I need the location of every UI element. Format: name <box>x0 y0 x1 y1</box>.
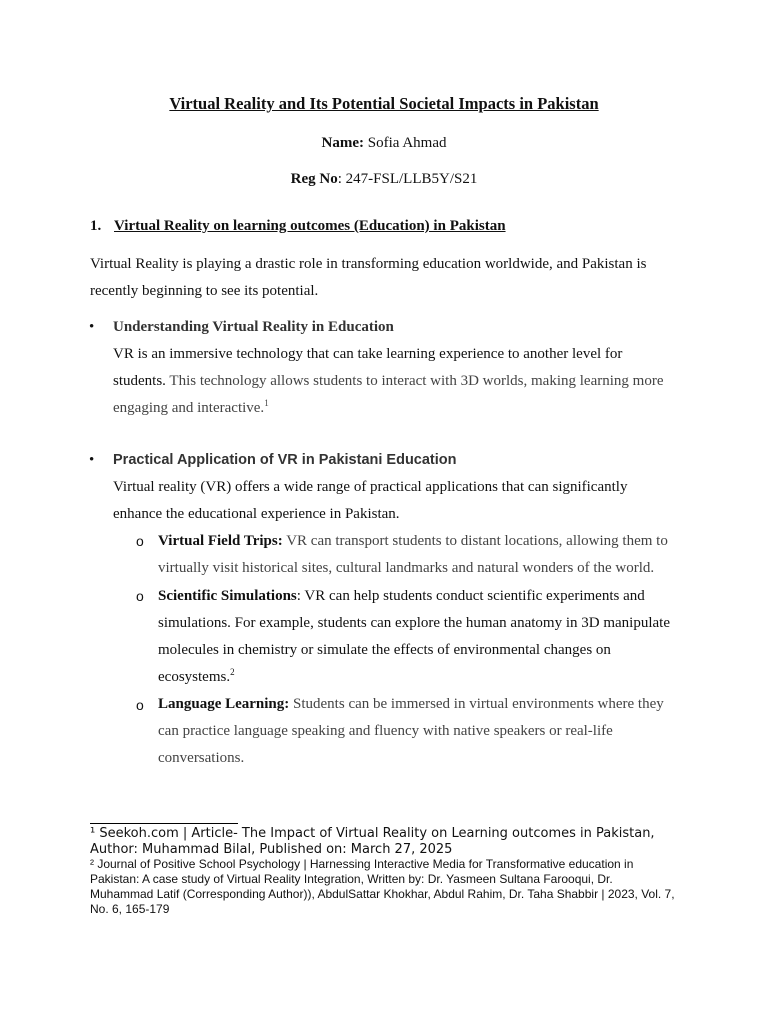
section-intro <box>90 251 646 305</box>
bullet-1-body <box>113 341 663 422</box>
section-heading-text: Virtual Reality on learning outcomes (Education) in Pakistan <box>114 218 506 234</box>
footnote-separator <box>90 823 238 824</box>
footnote-line: ¹ Seekoh.com | Article- The Impact of Virtual Reality on Learning outcomes in Pakistan, <box>90 826 655 841</box>
sub-item-text: VR can transport students to distant locations, allowing them to <box>282 533 668 549</box>
sub-item-line: virtually visit historical sites, cultural landmarks and natural wonders of the world. <box>158 560 655 576</box>
sub-item-line: conversations. <box>158 750 245 766</box>
sub-item-line <box>158 691 664 718</box>
footnote-1 <box>90 826 655 858</box>
reg-value: : 247-FSL/LLB5Y/S21 <box>337 171 478 187</box>
sub-bullet-marker: o <box>136 588 144 604</box>
footnote-line: Author: Muhammad Bilal, Published on: March 27, 2025 <box>90 842 453 857</box>
document-title: Virtual Reality and Its Potential Societal Impacts in Pakistan <box>169 94 599 113</box>
body-text: This technology allows students to interact with 3D worlds, making learning more <box>165 373 664 389</box>
reg-label: Reg No <box>290 171 338 187</box>
sub-bullet-marker: o <box>136 533 144 549</box>
sub-item-line: molecules in chemistry or simulate the effects of environmental changes on <box>158 642 611 658</box>
footnote-ref-1: 1 <box>264 398 269 408</box>
name-label: Name: <box>321 135 364 151</box>
footnote-2 <box>90 857 690 917</box>
intro-line: Virtual Reality is playing a drastic role in transforming education worldwide, and Pakistan is <box>90 256 647 272</box>
body-line: VR is an immersive technology that can take learning experience to another level for <box>113 346 623 362</box>
footnote-line: Muhammad Latif (Corresponding Author)), AbdulSattar Khokhar, Abdul Rahim, Dr. Taha Shabbir | 2023, Vol. 7, <box>90 887 675 901</box>
sub-item-label: Virtual Field Trips: <box>158 533 283 549</box>
footnote-line: Pakistan: A case study of Virtual Reality Integration, Written by: Dr. Yasmeen Sultana Farooqui, Dr. <box>90 872 613 886</box>
sub-item-line <box>158 528 668 555</box>
footnote-line: No. 6, 165-179 <box>90 902 170 916</box>
bullet-heading-practical-application: Practical Application of VR in Pakistani Education <box>113 452 457 468</box>
sub-item-label: Scientific Simulations <box>158 588 297 604</box>
author-name-line <box>0 135 768 152</box>
body-text: students. <box>113 373 166 389</box>
footnote-line: ² Journal of Positive School Psychology | Harnessing Interactive Media for Transformative education in <box>90 857 634 871</box>
sub-item-text: Students can be immersed in virtual environments where they <box>289 696 664 712</box>
bullet-marker: • <box>89 319 95 335</box>
sub-item-language <box>158 691 664 772</box>
footnote-ref-2: 2 <box>230 667 235 677</box>
body-line <box>113 395 663 422</box>
body-line <box>113 368 663 395</box>
sub-item-field-trips <box>158 528 668 582</box>
sub-item-line: can practice language speaking and fluency with native speakers or real-life <box>158 723 613 739</box>
bullet-heading-understanding-vr: Understanding Virtual Reality in Education <box>113 319 394 335</box>
section-1-heading <box>90 218 506 235</box>
body-text: engaging and interactive. <box>113 400 265 416</box>
sub-item-line: simulations. For example, students can explore the human anatomy in 3D manipulate <box>158 615 670 631</box>
intro-line: recently beginning to see its potential. <box>90 283 319 299</box>
sub-item-text: : VR can help students conduct scientific experiments and <box>296 588 645 604</box>
body-line: Virtual reality (VR) offers a wide range of practical applications that can significantly <box>113 479 628 495</box>
bullet-2-body <box>113 474 627 528</box>
sub-item-simulations <box>158 583 670 691</box>
name-value: Sofia Ahmad <box>363 135 447 151</box>
body-line: enhance the educational experience in Pakistan. <box>113 506 400 522</box>
sub-item-line <box>158 583 670 610</box>
sub-item-line <box>158 664 670 691</box>
section-number: 1. <box>90 218 102 234</box>
sub-item-text: ecosystems. <box>158 669 231 685</box>
registration-line <box>0 171 768 188</box>
bullet-marker: • <box>89 452 95 468</box>
sub-item-label: Language Learning: <box>158 696 290 712</box>
sub-bullet-marker: o <box>136 697 144 713</box>
